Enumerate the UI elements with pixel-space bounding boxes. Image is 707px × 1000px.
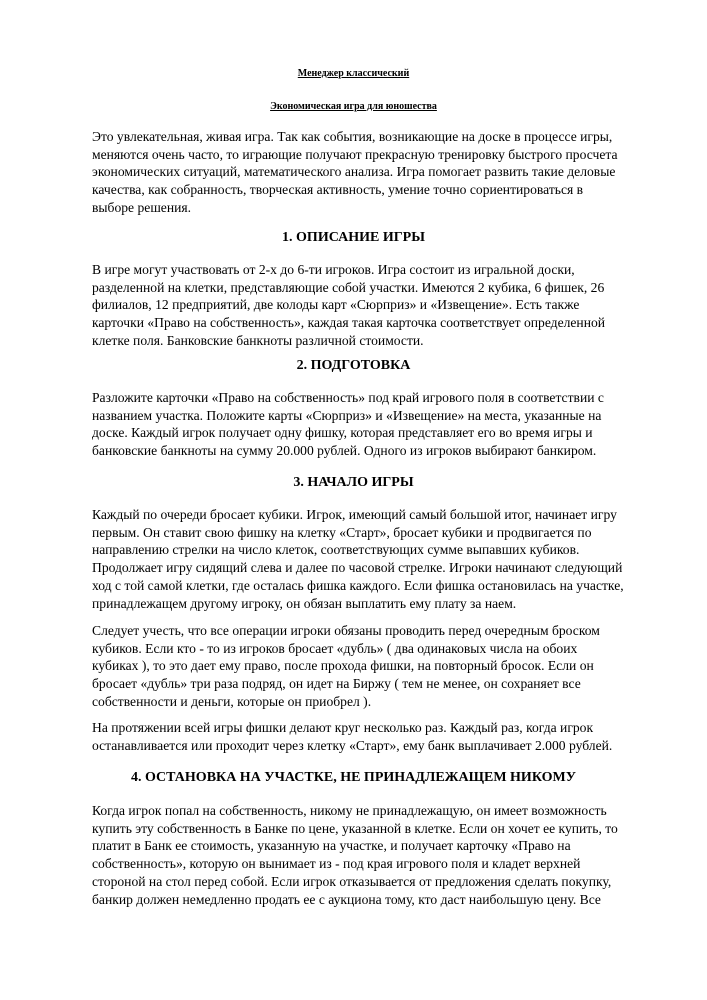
section-unowned-plot-paragraph: Когда игрок попал на собственность, никому не принадлежащую, он имеет возможность купить эту собственность в Банке по цене, указанной в клетке. Если он хочет ее купить, то платит в Банк ее стоимость, указанную на участке, и получает карточку «Право на собственность», которую он вынимает из - под края игрового поля и кладет верхней стороной на стол перед собой. Если игрок отказывается от предложения сделать покупку, банкир должен немедленно продать ее с аукциона тому, кто даст наибольшую цену. Все [92, 803, 618, 907]
section-start-paragraph-3: На протяжении всей игры фишки делают круг несколько раз. Каждый раз, когда игрок останавливается или проходит через клетку «Старт», ему банк выплачивает 2.000 рублей. [92, 720, 613, 753]
section-heading-description: 1. ОПИСАНИЕ ИГРЫ [282, 230, 425, 245]
intro-paragraph: Это увлекательная, живая игра. Так как события, возникающие на доске в процессе игры, меняются очень часто, то играющие получают прекрасную тренировку быстрого просчета экономических ситуаций, математического анализа. Игра помогает развить такие деловые качества, как собранность, творческая активность, умение точно сориентироваться в выборе решения. [92, 129, 618, 215]
section-description-paragraph: В игре могут участвовать от 2-х до 6-ти игроков. Игра состоит из игральной доски, разделенной на клетки, представляющие собой участки. Имеются 2 кубика, 6 фишек, 26 филиалов, 12 предприятий, две колоды карт «Сюрприз» и «Извещение». Есть также карточки «Право на собственность», каждая такая карточка соответствует определенной клетке поля. Банковские банкноты различной стоимости. [92, 262, 606, 348]
document-subtitle: Экономическая игра для юношества [270, 101, 437, 112]
section-preparation-paragraph: Разложите карточки «Право на собственность» под край игрового поля в соответствии с названием участка. Положите карты «Сюрприз» и «Извещение» на места, указанные на доске. Каждый игрок получает одну фишку, которая представляет его во время игры и банковские банкноты на сумму 20.000 рублей. Одного из игроков выбирают банкиром. [92, 390, 604, 459]
section-start-paragraph-1: Каждый по очереди бросает кубики. Игрок, имеющий самый большой итог, начинает игру первым. Он ставит свою фишку на клетку «Старт», бросает кубики и продвигается по направлению стрелки на число клеток, соответствующих сумме выпавших кубиков. Продолжает игру сидящий слева и далее по часовой стрелке. Игроки начинают следующий ход с той самой клетки, где осталась фишка каждого. Если фишка остановилась на участке, принадлежащем другому игроку, он обязан выплатить ему плату за наем. [92, 507, 624, 611]
section-heading-unowned-plot: 4. ОСТАНОВКА НА УЧАСТКЕ, НЕ ПРИНАДЛЕЖАЩЕМ НИКОМУ [131, 770, 576, 785]
section-start-paragraph-2: Следует учесть, что все операции игроки обязаны проводить перед очередным броском кубиков. Если кто - то из игроков бросает «дубль» ( два одинаковых числа на обоих кубиках ), то это дает ему право, после прохода фишки, на повторный бросок. Если он бросает «дубль» три раза подряд, он идет на Биржу ( тем не менее, он сохраняет все собственности и деньги, которые он приобрел ). [92, 623, 600, 709]
document-title: Менеджер классический [297, 68, 410, 79]
section-heading-preparation: 2. ПОДГОТОВКА [296, 358, 411, 373]
section-heading-start: 3. НАЧАЛО ИГРЫ [293, 475, 414, 490]
